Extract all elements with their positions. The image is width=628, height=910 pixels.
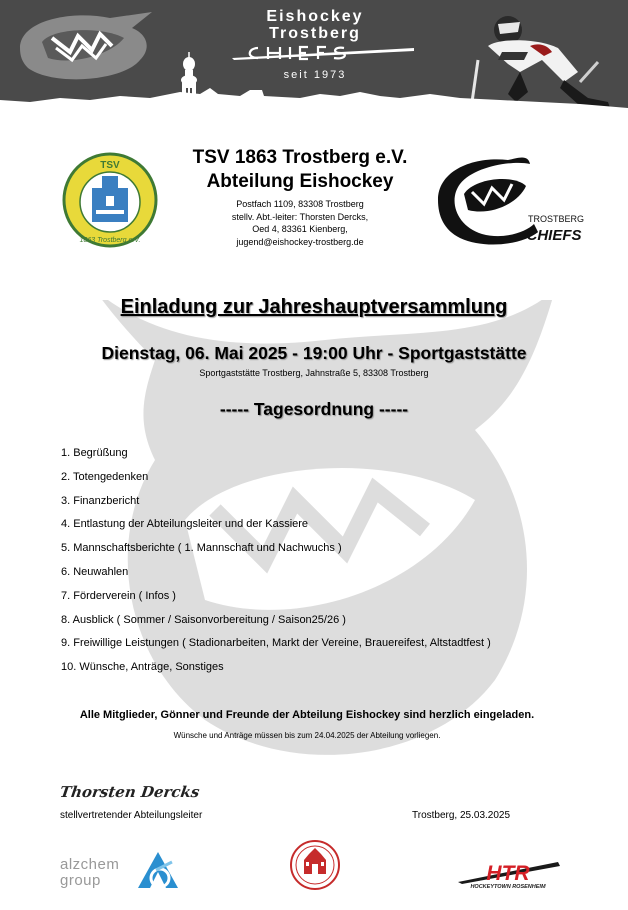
invitation-title: Einladung zur Jahreshauptversammlung [120, 296, 508, 318]
trostberg-chiefs-logo-icon [434, 154, 594, 246]
agenda-heading: ----- Tagesordnung ----- [219, 399, 409, 419]
sponsor-alzchem [60, 850, 180, 892]
submission-deadline: Wünsche und Anträge müssen bis zum 24.04.2025 der Abteilung vorliegen. [173, 731, 441, 740]
agenda-item: 8. Ausblick ( Sommer / Saisonvorbereitung / Saison25/26 ) [61, 613, 346, 626]
alzchem-group-wordmark: group [60, 872, 101, 889]
agenda-item: 5. Mannschaftsberichte ( 1. Mannschaft und Nachwuchs ) [61, 542, 342, 555]
alzchem-a-icon [136, 850, 180, 892]
tsv-logo-ring-text: 1863 Trostberg e.V. [79, 237, 141, 244]
agenda-item: 3. Finanzbericht [61, 494, 140, 507]
hockeytown-rosenheim-text: HOCKEYTOWN ROSENHEIM [470, 884, 546, 890]
alzchem-wordmark: alzchem [60, 856, 120, 873]
agenda-item: 2. Totengedenken [61, 470, 149, 483]
meeting-dateline: Dienstag, 06. Mai 2025 - 19:00 Uhr - Sportgaststätte [101, 343, 527, 363]
brewery-seal-icon [290, 838, 340, 892]
htr-logo-icon [452, 860, 564, 884]
address-line: Oed 4, 83361 Kienberg, [252, 224, 348, 234]
place-and-date: Trostberg, 25.03.2025 [412, 810, 511, 821]
agenda-list [61, 446, 581, 684]
agenda-item: 7. Förderverein ( Infos ) [61, 589, 176, 602]
banner-title-line2: Trostberg [269, 25, 361, 42]
htr-logo-text: HTR [486, 862, 530, 884]
club-name: TSV 1863 Trostberg e.V. [192, 147, 408, 168]
banner-since: seit 1973 [283, 69, 347, 81]
chiefs-script-icon [228, 44, 418, 62]
club-department: Abteilung Eishockey [206, 171, 394, 192]
agenda-item: 10. Wünsche, Anträge, Sonstiges [61, 661, 224, 674]
banner-title-line1: Eishockey [266, 8, 364, 25]
meeting-venue: Sportgaststätte Trostberg, Jahnstraße 5, 83308 Trostberg [199, 368, 429, 378]
agenda-item: 9. Freiwillige Leistungen ( Stadionarbeiten, Markt der Vereine, Brauereifest, Altstadtfest ) [61, 637, 491, 650]
club-address [150, 198, 450, 248]
city-skyline-icon [0, 78, 628, 116]
address-line: Postfach 1109, 83308 Trostberg [236, 199, 364, 209]
invitation-statement: Alle Mitglieder, Gönner und Freunde der Abteilung Eishockey sind herzlich eingeladen. [79, 709, 535, 721]
tsv-club-logo-icon [62, 152, 158, 248]
tsv-logo-text: TSV [100, 160, 120, 171]
organization-block [150, 146, 450, 248]
chiefs-banner-logo-icon [12, 8, 162, 86]
handwritten-signature: Thorsten Dercks [58, 783, 201, 801]
chiefs-logo-text: TROSTBERG [527, 214, 585, 224]
sponsor-hockeytown [452, 860, 564, 896]
address-line: stellv. Abt.-leiter: Thorsten Dercks, [231, 211, 369, 222]
agenda-item: 6. Neuwahlen [61, 565, 129, 578]
signer-role: stellvertretender Abteilungsleiter [60, 810, 203, 821]
address-email: jugend@eishockey-trostberg.de [236, 236, 364, 247]
agenda-item: 4. Entlastung der Abteilungsleiter und der Kassiere [61, 518, 309, 531]
agenda-item: 1. Begrüßung [61, 447, 128, 459]
header-banner [0, 0, 628, 116]
chiefs-logo-script: CHIEFS [526, 227, 582, 244]
